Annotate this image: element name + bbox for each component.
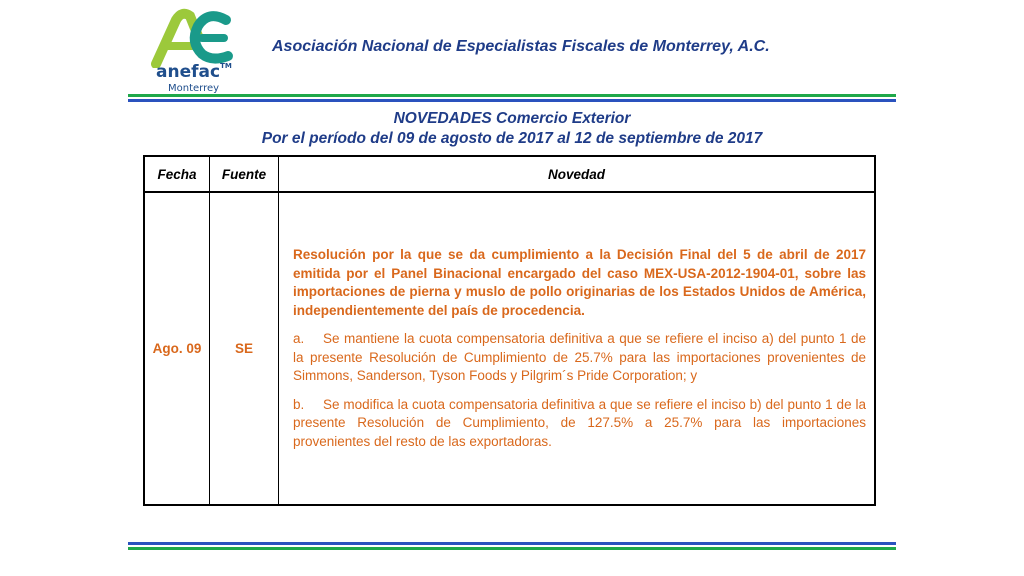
- logo-trademark: TM: [220, 62, 232, 70]
- anefac-logo: [146, 6, 246, 96]
- column-header-novedad: Novedad: [279, 156, 876, 192]
- cell-fecha: Ago. 09: [144, 192, 210, 505]
- item-b-text: Se modifica la cuota compensatoria definitiva a que se refiere el inciso b) del punto 1 de la presente Resolución de Cumplimiento, de 127.5% a 25.7% para las importaciones provenientes del resto de las exportadoras.: [293, 396, 866, 449]
- news-table: [143, 155, 876, 506]
- item-a-label: a.: [293, 331, 305, 346]
- cell-fuente: SE: [210, 192, 279, 505]
- footer-divider: [128, 542, 896, 550]
- logo-city: Monterrey: [168, 83, 220, 94]
- logo-wordmark: anefac™: [156, 62, 232, 82]
- report-period: Por el período del 09 de agosto de 2017 al 12 de septiembre de 2017: [261, 130, 763, 147]
- novedad-intro: Resolución por la que se da cumplimiento a la Decisión Final del 5 de abril de 2017 emitida por el Panel Binacional encargado del caso MEX-USA-2012-1904-01, sobre las importaciones de pierna y muslo de pollo originarias de los Estados Unidos de América, independientemente del país de procedencia.: [293, 247, 866, 318]
- item-a-text: Se mantiene la cuota compensatoria definitiva a que se refiere el inciso a) del punto 1 de la presente Resolución de Cumplimiento de 25.7% para las importaciones provenientes de Simmons, Sanderson, Tyson Foods y Pilgrim´s Pride Corporation; y: [293, 331, 866, 383]
- item-b-label: b.: [293, 396, 305, 412]
- table-header-row: [144, 156, 875, 192]
- table-row: [144, 192, 875, 505]
- column-header-fuente: Fuente: [210, 156, 279, 192]
- report-title: NOVEDADES Comercio Exterior: [393, 110, 631, 127]
- column-header-fecha: Fecha: [144, 156, 210, 192]
- anefac-logo-mark-icon: [146, 6, 246, 68]
- novedad-item-b: [293, 396, 866, 452]
- novedad-item-a: [293, 330, 866, 386]
- cell-novedad: [279, 192, 876, 505]
- organization-title: Asociación Nacional de Especialistas Fiscales de Monterrey, A.C.: [272, 38, 770, 55]
- header-divider: [128, 94, 896, 102]
